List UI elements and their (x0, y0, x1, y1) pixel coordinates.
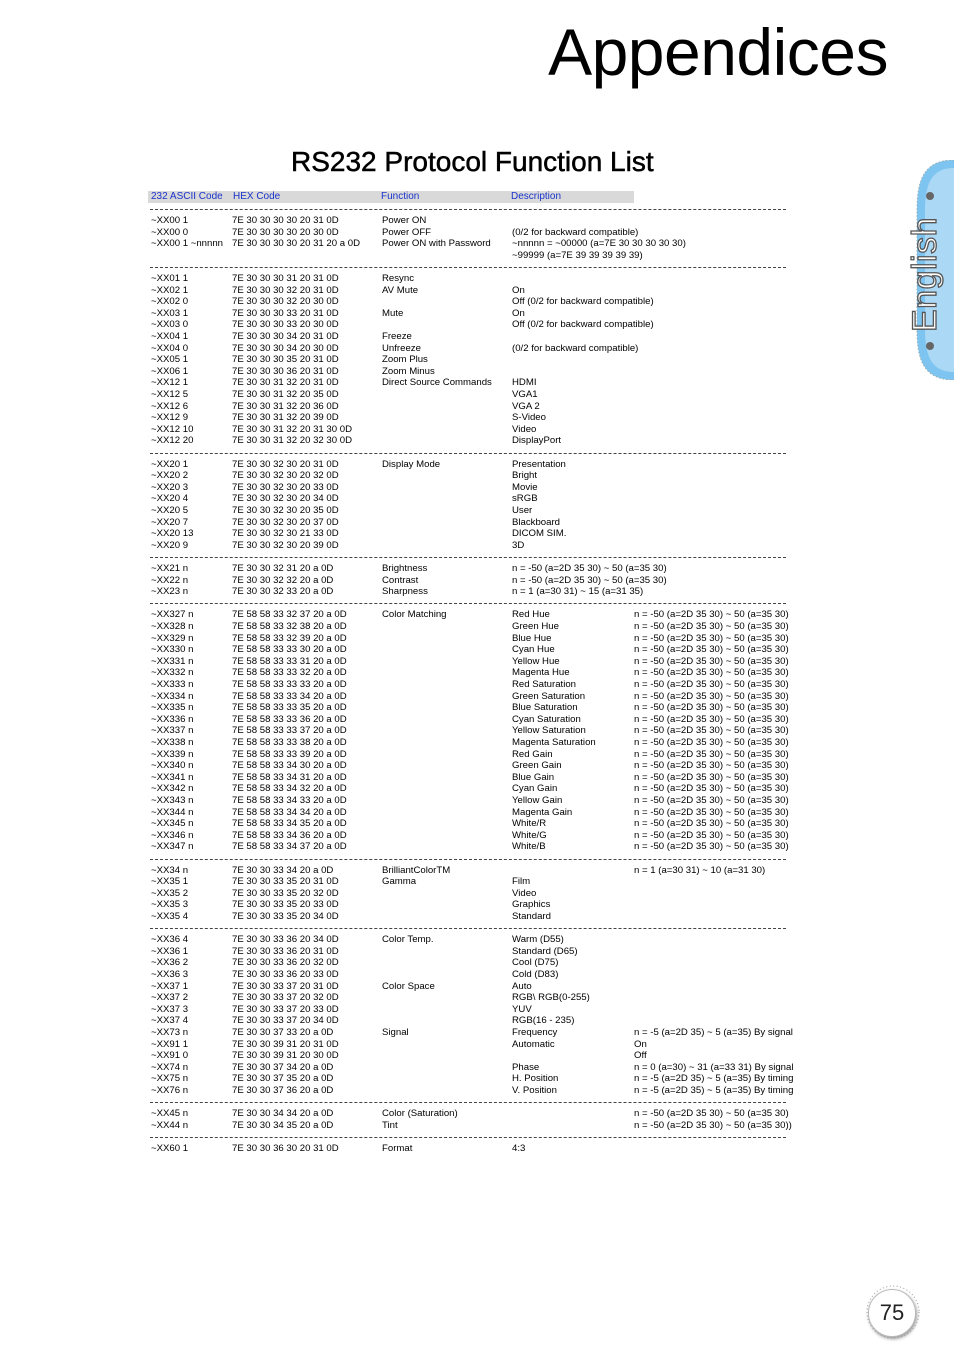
ascii-code-cell: ~XX12 5 (151, 389, 189, 400)
ascii-code-cell: ~XX36 3 (151, 969, 189, 980)
range-cell: On (634, 1038, 647, 1050)
description-cell: Red Gain (512, 748, 553, 760)
header-function: Function (381, 191, 420, 202)
ascii-code-cell: ~XX00 1 ~nnnnn (151, 238, 224, 250)
description-cell: n = 1 (a=30 31) ~ 15 (a=31 35) (512, 586, 644, 598)
range-cell: n = -50 (a=2D 35 30) ~ 50 (a=35 30) (634, 818, 789, 830)
description-cell: Yellow Saturation (512, 725, 586, 737)
range-cell: n = -50 (a=2D 35 30) ~ 50 (a=35 30) (634, 702, 789, 714)
hex-code-cell: 7E 30 30 37 36 20 a 0D (232, 1085, 334, 1096)
function-cell: Unfreeze (382, 342, 421, 354)
ascii-code-cell: ~XX06 1 (151, 365, 189, 377)
range-cell: n = -50 (a=2D 35 30) ~ 50 (a=35 30)) (634, 1119, 792, 1131)
group-separator (150, 928, 786, 929)
hex-code-cell: 7E 30 30 31 32 20 31 30 0D (232, 423, 353, 435)
hex-code-cell: 7E 30 30 31 32 20 35 0D (232, 389, 339, 400)
description-cell: Yellow Hue (512, 655, 560, 667)
function-cell: Zoom Minus (382, 365, 435, 377)
ascii-code-cell: ~XX12 1 (151, 377, 189, 389)
description-cell: Video (512, 423, 537, 435)
ascii-code-cell: ~XX44 n (151, 1119, 189, 1131)
description-cell: Cyan Saturation (512, 713, 581, 725)
range-cell: n = -50 (a=2D 35 30) ~ 50 (a=35 30) (634, 644, 789, 656)
ascii-code-cell: ~XX328 n (151, 621, 194, 632)
hex-code-cell: 7E 30 30 33 35 20 33 0D (232, 899, 339, 911)
hex-code-cell: 7E 30 30 30 32 20 30 0D (232, 296, 339, 308)
hex-code-cell: 7E 30 30 33 37 20 31 0D (232, 980, 339, 992)
range-cell: n = 0 (a=30) ~ 31 (a=33 31) By signal (634, 1061, 794, 1073)
description-cell: HDMI (512, 377, 537, 389)
description-cell: Warm (D55) (512, 934, 564, 946)
ascii-code-cell: ~XX37 4 (151, 1015, 189, 1027)
ascii-code-cell: ~XX03 0 (151, 319, 189, 331)
hex-code-cell: 7E 30 30 30 31 20 31 0D (232, 273, 339, 284)
description-cell: Blue Saturation (512, 702, 578, 714)
description-cell: Graphics (512, 899, 551, 911)
description-cell: Magenta Saturation (512, 737, 596, 748)
function-cell: Color Matching (382, 609, 447, 621)
function-cell: Color (Saturation) (382, 1108, 458, 1120)
hex-code-cell: 7E 30 30 37 35 20 a 0D (232, 1073, 334, 1085)
description-cell: V. Position (512, 1085, 557, 1096)
range-cell: n = -50 (a=2D 35 30) ~ 50 (a=35 30) (634, 679, 789, 690)
ascii-code-cell: ~XX20 1 (151, 458, 189, 470)
group-separator (150, 1102, 786, 1103)
function-cell: Power ON with Password (382, 238, 491, 250)
ascii-code-cell: ~XX22 n (151, 574, 189, 586)
range-cell: n = -5 (a=2D 35) ~ 5 (a=35) By signal (634, 1027, 793, 1038)
function-cell: Display Mode (382, 458, 441, 470)
ascii-code-cell: ~XX35 4 (151, 911, 189, 922)
description-cell: White/G (512, 829, 547, 841)
range-cell: n = -50 (a=2D 35 30) ~ 50 (a=35 30) (634, 655, 789, 667)
group-separator (150, 603, 786, 604)
hex-code-cell: 7E 58 58 33 33 35 20 a 0D (232, 702, 347, 714)
hex-code-cell: 7E 58 58 33 34 33 20 a 0D (232, 795, 347, 806)
group-separator (150, 453, 786, 454)
description-cell: Frequency (512, 1027, 558, 1038)
header-description: Description (511, 191, 562, 202)
description-cell: RGB(16 - 235) (512, 1015, 575, 1027)
hex-code-cell: 7E 30 30 32 30 20 31 0D (232, 458, 339, 470)
range-cell: n = -50 (a=2D 35 30) ~ 50 (a=35 30) (634, 795, 789, 806)
ascii-code-cell: ~XX60 1 (151, 1143, 189, 1154)
ascii-code-cell: ~XX00 0 (151, 226, 189, 238)
hex-code-cell: 7E 58 58 33 34 36 20 a 0D (232, 829, 347, 841)
range-cell: n = -50 (a=2D 35 30) ~ 50 (a=35 30) (634, 760, 789, 772)
range-cell: Off (634, 1050, 647, 1062)
function-cell: Brightness (382, 563, 428, 574)
group-separator (150, 267, 786, 268)
description-cell: Green Gain (512, 760, 562, 772)
description-cell: User (512, 505, 533, 516)
ascii-code-cell: ~XX00 1 (151, 215, 189, 226)
hex-code-cell: 7E 30 30 39 31 20 31 0D (232, 1038, 339, 1050)
ascii-code-cell: ~XX344 n (151, 806, 194, 818)
function-cell: Gamma (382, 876, 417, 888)
range-cell: n = -50 (a=2D 35 30) ~ 50 (a=35 30) (634, 841, 789, 853)
hex-code-cell: 7E 30 30 32 30 20 35 0D (232, 505, 339, 516)
description-cell: Standard (512, 911, 551, 922)
range-cell: n = -50 (a=2D 35 30) ~ 50 (a=35 30) (634, 632, 789, 644)
range-cell: n = -50 (a=2D 35 30) ~ 50 (a=35 30) (634, 725, 789, 737)
description-cell: 3D (512, 539, 525, 551)
description-cell: Off (0/2 for backward compatible) (512, 296, 654, 308)
description-cell: On (512, 307, 525, 319)
hex-code-cell: 7E 30 30 33 36 20 34 0D (232, 934, 339, 946)
hex-code-cell: 7E 58 58 33 34 35 20 a 0D (232, 818, 347, 830)
description-cell: n = -50 (a=2D 35 30) ~ 50 (a=35 30) (512, 563, 667, 574)
description-cell: Green Hue (512, 621, 559, 632)
ascii-code-cell: ~XX332 n (151, 667, 194, 679)
group-separator (150, 209, 786, 210)
range-cell: n = -50 (a=2D 35 30) ~ 50 (a=35 30) (634, 667, 789, 679)
hex-code-cell: 7E 58 58 33 33 39 20 a 0D (232, 748, 347, 760)
description-cell: Film (512, 876, 531, 888)
description-cell: Blue Gain (512, 771, 555, 783)
range-cell: n = -50 (a=2D 35 30) ~ 50 (a=35 30) (634, 609, 789, 621)
hex-code-cell: 7E 30 30 32 32 20 a 0D (232, 574, 334, 586)
description-cell: Red Saturation (512, 679, 576, 690)
hex-code-cell: 7E 30 30 30 34 20 30 0D (232, 342, 339, 354)
hex-code-cell: 7E 58 58 33 33 33 20 a 0D (232, 679, 347, 690)
description-cell: White/R (512, 818, 547, 830)
hex-code-cell: 7E 58 58 33 34 31 20 a 0D (232, 771, 347, 783)
description-cell: RGB\ RGB(0-255) (512, 992, 590, 1004)
ascii-code-cell: ~XX05 1 (151, 354, 189, 366)
hex-code-cell: 7E 30 30 33 37 20 32 0D (232, 992, 339, 1004)
function-cell: Contrast (382, 574, 419, 586)
hex-code-cell: 7E 30 30 31 32 20 32 30 0D (232, 435, 353, 447)
description-cell: Blue Hue (512, 632, 552, 644)
hex-code-cell: 7E 58 58 33 33 32 20 a 0D (232, 667, 347, 679)
range-cell: n = -50 (a=2D 35 30) ~ 50 (a=35 30) (634, 690, 789, 702)
function-cell: Color Temp. (382, 934, 434, 946)
description-cell: DisplayPort (512, 435, 562, 447)
description-cell: ~nnnnn = ~00000 (a=7E 30 30 30 30 30) (512, 238, 686, 250)
hex-code-cell: 7E 30 30 36 30 20 31 0D (232, 1143, 339, 1154)
ascii-code-cell: ~XX35 2 (151, 887, 189, 899)
function-cell: Power OFF (382, 226, 432, 238)
range-cell: n = -50 (a=2D 35 30) ~ 50 (a=35 30) (634, 713, 789, 725)
hex-code-cell: 7E 30 30 30 30 20 31 20 a 0D (232, 238, 361, 250)
range-cell: n = -5 (a=2D 35) ~ 5 (a=35) By timing (634, 1085, 794, 1096)
hex-code-cell: 7E 30 30 39 31 20 30 0D (232, 1050, 339, 1062)
function-cell: Freeze (382, 331, 412, 342)
range-cell: n = -50 (a=2D 35 30) ~ 50 (a=35 30) (634, 1108, 789, 1120)
table-header (148, 191, 634, 203)
ascii-code-cell: ~XX335 n (151, 702, 194, 714)
description-cell: Cyan Gain (512, 783, 558, 795)
hex-code-cell: 7E 30 30 32 30 20 39 0D (232, 539, 339, 551)
ascii-code-cell: ~XX04 0 (151, 342, 189, 354)
page-title: Appendices (548, 15, 888, 89)
hex-code-cell: 7E 58 58 33 33 37 20 a 0D (232, 725, 347, 737)
hex-code-cell: 7E 30 30 31 32 20 39 0D (232, 412, 339, 424)
hex-code-cell: 7E 30 30 37 33 20 a 0D (232, 1027, 334, 1038)
description-cell: White/B (512, 841, 546, 853)
function-cell: Tint (382, 1119, 398, 1131)
hex-code-cell: 7E 30 30 31 32 20 36 0D (232, 400, 339, 412)
ascii-code-cell: ~XX75 n (151, 1073, 189, 1085)
hex-code-cell: 7E 58 58 33 33 34 20 a 0D (232, 690, 347, 702)
hex-code-cell: 7E 58 58 33 32 39 20 a 0D (232, 632, 347, 644)
ascii-code-cell: ~XX01 1 (151, 273, 189, 284)
ascii-code-cell: ~XX21 n (151, 563, 189, 574)
hex-code-cell: 7E 30 30 30 32 20 31 0D (232, 284, 339, 296)
page-number: 75 (868, 1289, 916, 1337)
ascii-code-cell: ~XX35 3 (151, 899, 189, 911)
function-cell: Power ON (382, 215, 427, 226)
ascii-code-cell: ~XX36 4 (151, 934, 189, 946)
ascii-code-cell: ~XX12 20 (151, 435, 194, 447)
ascii-code-cell: ~XX20 5 (151, 505, 189, 516)
hex-code-cell: 7E 58 58 33 34 30 20 a 0D (232, 760, 347, 772)
description-cell: Presentation (512, 458, 566, 470)
ascii-code-cell: ~XX03 1 (151, 307, 189, 319)
ascii-code-cell: ~XX337 n (151, 725, 194, 737)
hex-code-cell: 7E 58 58 33 33 36 20 a 0D (232, 713, 347, 725)
hex-code-cell: 7E 30 30 33 36 20 33 0D (232, 969, 339, 980)
hex-code-cell: 7E 30 30 30 36 20 31 0D (232, 365, 339, 377)
ascii-code-cell: ~XX36 1 (151, 945, 189, 957)
ascii-code-cell: ~XX343 n (151, 795, 194, 806)
description-cell: Video (512, 887, 537, 899)
description-cell: Movie (512, 481, 538, 493)
range-cell: n = -50 (a=2D 35 30) ~ 50 (a=35 30) (634, 783, 789, 795)
range-cell: n = -50 (a=2D 35 30) ~ 50 (a=35 30) (634, 748, 789, 760)
range-cell: n = -50 (a=2D 35 30) ~ 50 (a=35 30) (634, 806, 789, 818)
ascii-code-cell: ~XX20 2 (151, 470, 189, 482)
ascii-code-cell: ~XX91 0 (151, 1050, 189, 1062)
header-hex-code: HEX Code (233, 191, 281, 202)
ascii-code-cell: ~XX338 n (151, 737, 194, 748)
hex-code-cell: 7E 30 30 30 30 20 31 0D (232, 215, 339, 226)
function-cell: Signal (382, 1027, 409, 1038)
ascii-code-cell: ~XX333 n (151, 679, 194, 690)
function-cell: Sharpness (382, 586, 428, 598)
ascii-code-cell: ~XX04 1 (151, 331, 189, 342)
hex-code-cell: 7E 30 30 34 35 20 a 0D (232, 1119, 334, 1131)
ascii-code-cell: ~XX336 n (151, 713, 194, 725)
description-cell: Phase (512, 1061, 540, 1073)
hex-code-cell: 7E 30 30 30 33 20 31 0D (232, 307, 339, 319)
hex-code-cell: 7E 58 58 33 32 38 20 a 0D (232, 621, 347, 632)
hex-code-cell: 7E 30 30 33 37 20 33 0D (232, 1003, 339, 1015)
hex-code-cell: 7E 30 30 33 35 20 31 0D (232, 876, 339, 888)
function-cell: AV Mute (382, 284, 419, 296)
ascii-code-cell: ~XX74 n (151, 1061, 189, 1073)
ascii-code-cell: ~XX34 n (151, 864, 189, 876)
ascii-code-cell: ~XX37 3 (151, 1003, 189, 1015)
ascii-code-cell: ~XX346 n (151, 829, 194, 841)
hex-code-cell: 7E 58 58 33 32 37 20 a 0D (232, 609, 347, 621)
range-cell: n = -50 (a=2D 35 30) ~ 50 (a=35 30) (634, 829, 789, 841)
description-cell: Red Hue (512, 609, 550, 621)
hex-code-cell: 7E 30 30 33 37 20 34 0D (232, 1015, 339, 1027)
ascii-code-cell: ~XX342 n (151, 783, 194, 795)
function-cell: Color Space (382, 980, 435, 992)
ascii-code-cell: ~XX37 2 (151, 992, 189, 1004)
hex-code-cell: 7E 30 30 30 34 20 31 0D (232, 331, 339, 342)
description-cell: H. Position (512, 1073, 559, 1085)
ascii-code-cell: ~XX76 n (151, 1085, 189, 1096)
ascii-code-cell: ~XX37 1 (151, 980, 189, 992)
hex-code-cell: 7E 30 30 30 30 20 30 0D (232, 226, 339, 238)
hex-code-cell: 7E 30 30 32 33 20 a 0D (232, 586, 334, 598)
ascii-code-cell: ~XX20 13 (151, 528, 194, 540)
ascii-code-cell: ~XX73 n (151, 1027, 189, 1038)
ascii-code-cell: ~XX334 n (151, 690, 194, 702)
ascii-code-cell: ~XX12 6 (151, 400, 189, 412)
hex-code-cell: 7E 30 30 31 32 20 31 0D (232, 377, 339, 389)
description-cell: VGA1 (512, 389, 538, 400)
ascii-code-cell: ~XX330 n (151, 644, 194, 656)
description-cell: DICOM SIM. (512, 528, 567, 540)
hex-code-cell: 7E 30 30 32 30 20 32 0D (232, 470, 339, 482)
description-cell: Cold (D83) (512, 969, 559, 980)
ascii-code-cell: ~XX331 n (151, 655, 194, 667)
description-cell: On (512, 284, 525, 296)
hex-code-cell: 7E 30 30 32 30 20 33 0D (232, 481, 339, 493)
hex-code-cell: 7E 30 30 33 35 20 32 0D (232, 887, 339, 899)
ascii-code-cell: ~XX20 7 (151, 516, 189, 528)
function-cell: Format (382, 1143, 413, 1154)
description-cell: Magenta Hue (512, 667, 570, 679)
ascii-code-cell: ~XX36 2 (151, 957, 189, 969)
function-cell: Direct Source Commands (382, 377, 492, 389)
ascii-code-cell: ~XX20 4 (151, 493, 189, 505)
description-cell: (0/2 for backward compatible) (512, 226, 639, 238)
description-cell: Cyan Hue (512, 644, 555, 656)
description-cell: 4:3 (512, 1143, 526, 1154)
ascii-code-cell: ~XX02 0 (151, 296, 189, 308)
ascii-code-cell: ~XX20 3 (151, 481, 189, 493)
hex-code-cell: 7E 30 30 32 30 20 37 0D (232, 516, 339, 528)
description-cell: n = -50 (a=2D 35 30) ~ 50 (a=35 30) (512, 574, 667, 586)
description-cell: Off (0/2 for backward compatible) (512, 319, 654, 331)
description-cell: Blackboard (512, 516, 560, 528)
hex-code-cell: 7E 30 30 33 36 20 31 0D (232, 945, 339, 957)
ascii-code-cell: ~XX12 10 (151, 423, 194, 435)
hex-code-cell: 7E 30 30 32 30 21 33 0D (232, 528, 339, 540)
description-cell: Standard (D65) (512, 945, 578, 957)
hex-code-cell: 7E 30 30 33 34 20 a 0D (232, 864, 334, 876)
description-cell: Automatic (512, 1038, 555, 1050)
description-cell: Auto (512, 980, 532, 992)
hex-code-cell: 7E 30 30 33 35 20 34 0D (232, 911, 339, 922)
hex-code-cell: 7E 58 58 33 33 30 20 a 0D (232, 644, 347, 656)
description-cell: sRGB (512, 493, 538, 505)
description-cell: YUV (512, 1003, 532, 1015)
ascii-code-cell: ~XX20 9 (151, 539, 189, 551)
range-cell: n = -50 (a=2D 35 30) ~ 50 (a=35 30) (634, 621, 789, 632)
group-separator (150, 557, 786, 558)
ascii-code-cell: ~XX340 n (151, 760, 194, 772)
description-cell: (0/2 for backward compatible) (512, 342, 639, 354)
ascii-code-cell: ~XX339 n (151, 748, 194, 760)
hex-code-cell: 7E 30 30 30 35 20 31 0D (232, 354, 339, 366)
ascii-code-cell: ~XX35 1 (151, 876, 189, 888)
ascii-code-cell: ~XX341 n (151, 771, 194, 783)
ascii-code-cell: ~XX329 n (151, 632, 194, 644)
description-cell: Cool (D75) (512, 957, 559, 969)
ascii-code-cell: ~XX91 1 (151, 1038, 189, 1050)
hex-code-cell: 7E 58 58 33 34 32 20 a 0D (232, 783, 347, 795)
hex-code-cell: 7E 58 58 33 34 37 20 a 0D (232, 841, 347, 853)
range-cell: n = -50 (a=2D 35 30) ~ 50 (a=35 30) (634, 771, 789, 783)
ascii-code-cell: ~XX12 9 (151, 412, 189, 424)
language-tab-label: English (905, 216, 944, 332)
ascii-code-cell: ~XX02 1 (151, 284, 189, 296)
function-cell: BrilliantColorTM (382, 864, 451, 876)
hex-code-cell: 7E 30 30 32 30 20 34 0D (232, 493, 339, 505)
description-cell: Bright (512, 470, 538, 482)
ascii-code-cell: ~XX45 n (151, 1108, 189, 1120)
section-title: RS232 Protocol Function List (291, 146, 654, 177)
group-separator (150, 859, 786, 860)
description-cell: S-Video (512, 412, 546, 424)
hex-code-cell: 7E 30 30 33 36 20 32 0D (232, 957, 339, 969)
hex-code-cell: 7E 58 58 33 33 38 20 a 0D (232, 737, 347, 748)
range-cell: n = -50 (a=2D 35 30) ~ 50 (a=35 30) (634, 737, 789, 748)
hex-code-cell: 7E 58 58 33 34 34 20 a 0D (232, 806, 347, 818)
hex-code-cell: 7E 30 30 34 34 20 a 0D (232, 1108, 334, 1120)
description-cell: Magenta Gain (512, 806, 573, 818)
ascii-code-cell: ~XX23 n (151, 586, 189, 598)
function-cell: Resync (382, 273, 414, 284)
group-separator (150, 1137, 786, 1138)
function-cell: Zoom Plus (382, 354, 428, 366)
ascii-code-cell: ~XX327 n (151, 609, 194, 621)
header-ascii-code: 232 ASCII Code (151, 191, 223, 202)
ascii-code-cell: ~XX347 n (151, 841, 194, 853)
description-cell: VGA 2 (512, 400, 540, 412)
ascii-code-cell: ~XX345 n (151, 818, 194, 830)
range-cell: n = 1 (a=30 31) ~ 10 (a=31 30) (634, 864, 766, 876)
hex-code-cell: 7E 30 30 30 33 20 30 0D (232, 319, 339, 331)
function-cell: Mute (382, 307, 404, 319)
hex-code-cell: 7E 58 58 33 33 31 20 a 0D (232, 655, 347, 667)
description-cell: Green Saturation (512, 690, 586, 702)
range-cell: n = -5 (a=2D 35) ~ 5 (a=35) By timing (634, 1073, 794, 1085)
hex-code-cell: 7E 30 30 37 34 20 a 0D (232, 1061, 334, 1073)
page-number-badge (864, 1284, 920, 1340)
description-cell: Yellow Gain (512, 795, 563, 806)
description-cell: ~99999 (a=7E 39 39 39 39 39) (512, 249, 643, 261)
hex-code-cell: 7E 30 30 32 31 20 a 0D (232, 563, 334, 574)
